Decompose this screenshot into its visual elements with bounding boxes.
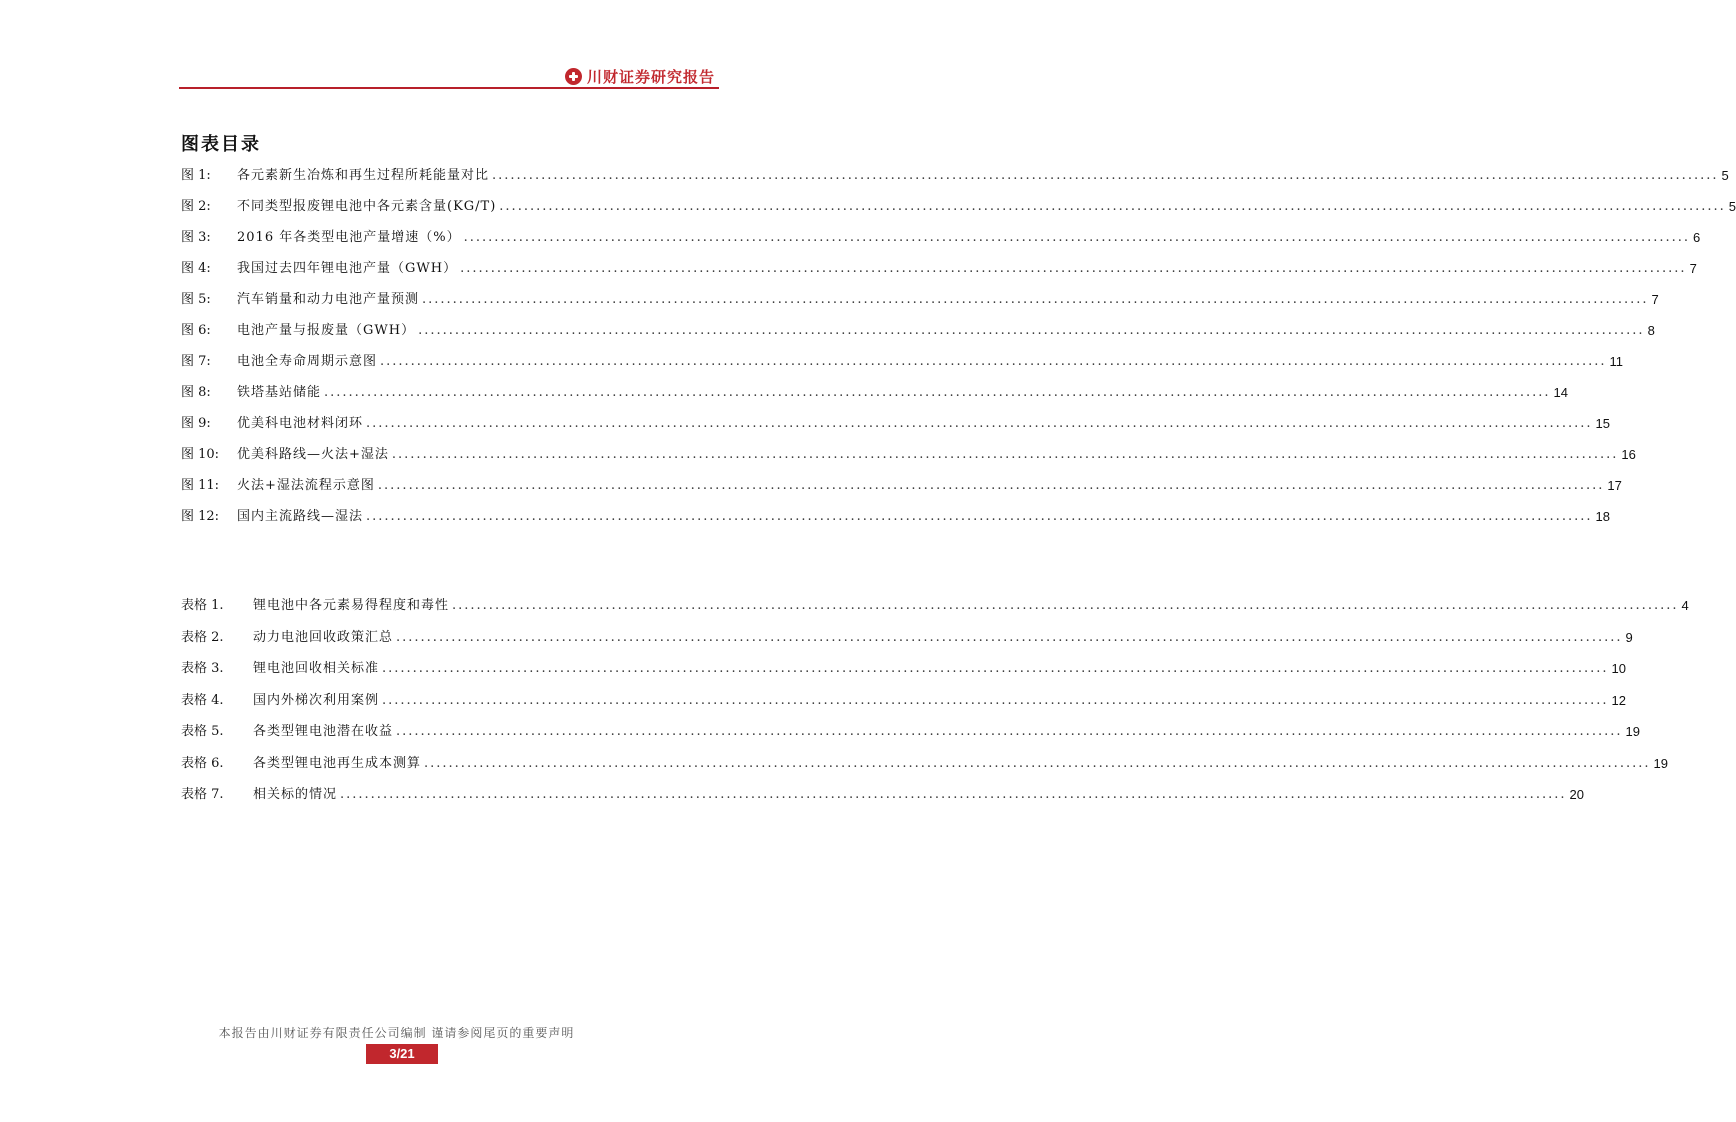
toc-entry-title: 火法+湿法流程示意图: [237, 478, 375, 493]
toc-leader-dots: ........................................................................................................................................................................................................: [382, 692, 1609, 708]
footer-disclaimer: 本报告由川财证券有限责任公司编制 谨请参阅尾页的重要声明: [218, 1026, 575, 1040]
toc-entry[interactable]: [181, 414, 1610, 434]
toc-entry-title: 铁塔基站储能: [237, 385, 322, 400]
toc-entry-label: 图 5:: [181, 292, 211, 307]
toc-entry-label: 图 4:: [181, 261, 211, 276]
toc-entry-page: 7: [1689, 261, 1697, 276]
toc-entry-title: 锂电池中各元素易得程度和毒性: [253, 598, 450, 613]
toc-leader-dots: ........................................................................................................................................................................................................: [492, 168, 1719, 183]
toc-entry-label: 表格 7.: [181, 787, 224, 802]
toc-entry-page: 18: [1595, 509, 1610, 524]
toc-entry[interactable]: [181, 352, 1623, 372]
toc-entry-label: 表格 5.: [181, 724, 224, 739]
toc-entry[interactable]: [181, 321, 1655, 341]
toc-entry-page: 5: [1721, 168, 1729, 183]
page-header: [179, 60, 719, 90]
toc-entry-page: 5: [1728, 199, 1736, 214]
toc-entry-page: 19: [1653, 755, 1668, 771]
toc-entry-page: 20: [1569, 787, 1584, 802]
toc-entry[interactable]: [181, 507, 1610, 527]
toc-leader-dots: ........................................................................................................................................................................................................: [418, 323, 1645, 338]
toc-leader-dots: ........................................................................................................................................................................................................: [422, 292, 1649, 307]
toc-entry-page: 15: [1595, 416, 1610, 431]
toc-leader-dots: ........................................................................................................................................................................................................: [380, 354, 1607, 369]
toc-entry[interactable]: [181, 785, 1584, 805]
toc-entry[interactable]: [181, 383, 1568, 403]
toc-entry-page: 16: [1621, 447, 1636, 462]
toc-entry-title: 锂电池回收相关标准: [253, 661, 380, 676]
toc-entry-title: 动力电池回收政策汇总: [253, 629, 394, 645]
toc-entry-title: 国内外梯次利用案例: [253, 692, 380, 708]
toc-entry[interactable]: [181, 445, 1636, 465]
toc-entry-label: 图 9:: [181, 416, 211, 431]
toc-entry[interactable]: [181, 722, 1640, 742]
toc-leader-dots: ........................................................................................................................................................................................................: [366, 509, 1593, 524]
toc-leader-dots: ........................................................................................................................................................................................................: [452, 598, 1679, 613]
toc-entry-title: 不同类型报废锂电池中各元素含量(KG/T): [237, 199, 497, 214]
toc-entry[interactable]: [181, 197, 1736, 217]
brand: [565, 66, 715, 87]
toc-entry[interactable]: [181, 476, 1622, 496]
toc-entry-page: 9: [1625, 629, 1633, 645]
toc-entry-label: 图 8:: [181, 385, 211, 400]
header-divider: [179, 87, 719, 89]
brand-name: 川财证券研究报告: [586, 68, 715, 86]
toc-leader-dots: ........................................................................................................................................................................................................: [396, 629, 1623, 645]
toc-entry-page: 7: [1651, 292, 1659, 307]
toc-entry-title: 2016 年各类型电池产量增速（%）: [237, 230, 461, 245]
toc-entry[interactable]: [181, 659, 1626, 679]
toc-entry-label: 表格 1.: [181, 598, 224, 613]
toc-entry-title: 各类型锂电池再生成本测算: [253, 755, 422, 771]
toc-entry[interactable]: [181, 754, 1668, 774]
toc-entry[interactable]: [181, 691, 1626, 711]
toc-entry-title: 我国过去四年锂电池产量（GWH）: [237, 261, 458, 276]
toc-entry-page: 10: [1611, 661, 1626, 676]
toc-leader-dots: ........................................................................................................................................................................................................: [391, 447, 1619, 462]
toc-title: 图表目录: [181, 134, 261, 155]
toc-entry[interactable]: [181, 259, 1697, 279]
toc-entry-title: 优美科电池材料闭环: [237, 416, 364, 431]
toc-entry-title: 汽车销量和动力电池产量预测: [237, 292, 420, 307]
toc-entry-label: 图 2:: [181, 199, 211, 214]
toc-leader-dots: ........................................................................................................................................................................................................: [377, 478, 1605, 493]
toc-leader-dots: ........................................................................................................................................................................................................: [460, 261, 1687, 276]
toc-entry[interactable]: [181, 290, 1659, 310]
toc-entry-label: 图 3:: [181, 230, 211, 245]
toc-leader-dots: ........................................................................................................................................................................................................: [424, 755, 1651, 771]
toc-entry-label: 表格 6.: [181, 755, 224, 771]
toc-entry-title: 各类型锂电池潜在收益: [253, 724, 394, 739]
toc-entry-title: 优美科路线—火法+湿法: [237, 447, 389, 462]
toc-leader-dots: ........................................................................................................................................................................................................: [499, 199, 1726, 214]
toc-entry[interactable]: [181, 228, 1701, 248]
toc-entry-page: 6: [1693, 230, 1701, 245]
toc-entry-page: 17: [1607, 478, 1622, 493]
toc-leader-dots: ........................................................................................................................................................................................................: [463, 230, 1691, 245]
toc-entry-page: 12: [1611, 692, 1626, 708]
toc-entry-label: 表格 3.: [181, 661, 224, 676]
toc-entry-label: 表格 2.: [181, 629, 224, 645]
toc-leader-dots: ........................................................................................................................................................................................................: [324, 385, 1551, 400]
toc-entry-page: 14: [1553, 385, 1568, 400]
page-indicator: 3/21: [366, 1044, 438, 1064]
toc-entry[interactable]: [181, 596, 1689, 616]
chuancai-logo-icon: [565, 68, 582, 85]
toc-leader-dots: ........................................................................................................................................................................................................: [340, 787, 1567, 802]
toc-entry-title: 电池全寿命周期示意图: [237, 354, 378, 369]
toc-entry-title: 相关标的情况: [253, 787, 338, 802]
toc-entry-page: 19: [1625, 724, 1640, 739]
toc-entry-label: 表格 4.: [181, 692, 224, 708]
toc-entry-page: 11: [1609, 354, 1623, 369]
toc-leader-dots: ........................................................................................................................................................................................................: [382, 661, 1609, 676]
toc-entry-title: 电池产量与报废量（GWH）: [237, 323, 416, 338]
toc-entry-label: 图 12:: [181, 509, 220, 524]
toc-entry-label: 图 10:: [181, 447, 220, 462]
toc-entry-title: 各元素新生冶炼和再生过程所耗能量对比: [237, 168, 490, 183]
toc-entry[interactable]: [181, 628, 1633, 648]
toc-leader-dots: ........................................................................................................................................................................................................: [396, 724, 1623, 739]
toc-entry-label: 图 11:: [181, 478, 220, 493]
toc-entry[interactable]: [181, 166, 1729, 186]
toc-entry-label: 图 7:: [181, 354, 211, 369]
toc-entry-label: 图 6:: [181, 323, 211, 338]
toc-entry-page: 4: [1681, 598, 1689, 613]
toc-entry-label: 图 1:: [181, 168, 211, 183]
toc-entry-title: 国内主流路线—湿法: [237, 509, 364, 524]
toc-leader-dots: ........................................................................................................................................................................................................: [366, 416, 1593, 431]
toc-entry-page: 8: [1647, 323, 1655, 338]
